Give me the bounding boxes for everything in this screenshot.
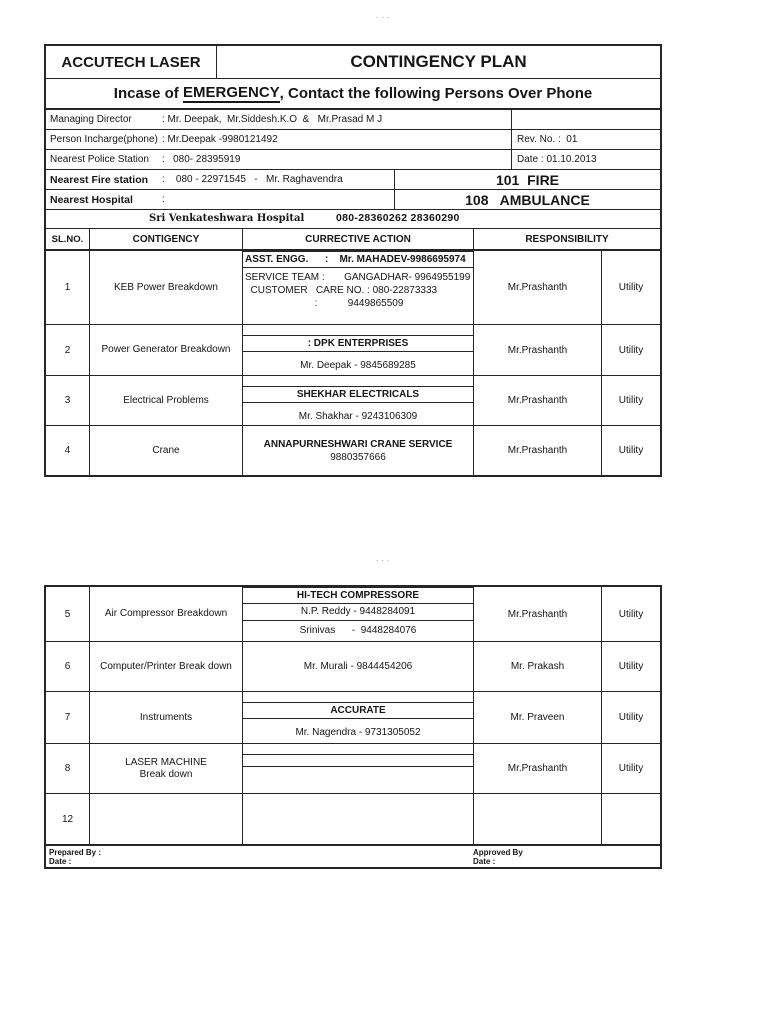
approved-by-label: Approved By <box>473 848 523 857</box>
header-slno: SL.NO. <box>46 229 90 249</box>
cell-person <box>474 794 602 844</box>
info-row-police-station <box>46 150 660 170</box>
cell-slno: 7 <box>46 692 90 743</box>
cell-person: Mr.Prashanth <box>474 744 602 793</box>
action-box: ASST. ENGG. : Mr. MAHADEV-9986695974 <box>243 251 473 268</box>
cell-corrective-action <box>243 426 474 475</box>
cell-person: Mr.Prashanth <box>474 376 602 425</box>
action-box: ACCURATE <box>243 702 473 719</box>
action-line: Mr. Nagendra - 9731305052 <box>295 727 421 738</box>
hospital-name: Sri Venkateshwara Hospital <box>149 213 305 224</box>
table-row <box>46 587 660 642</box>
cell-department: Utility <box>618 712 644 723</box>
cell-person: Mr. Praveen <box>474 692 602 743</box>
cell-slno: 4 <box>46 426 90 475</box>
header-responsibility: RESPONSIBILITY <box>525 233 609 245</box>
info-label: Person Incharge(phone) <box>50 134 158 145</box>
document-title: CONTINGENCY PLAN <box>350 52 527 71</box>
cell-slno: 8 <box>46 744 90 793</box>
company-name: ACCUTECH LASER <box>46 46 217 78</box>
action-line: : 9449865509 <box>245 298 404 309</box>
signoff-footer <box>46 844 660 867</box>
subtitle-suffix: , Contact the following Persons Over Phone <box>279 85 593 102</box>
contingency-line: Crane <box>152 444 180 456</box>
table-row <box>46 794 660 844</box>
cell-department: Utility <box>618 661 644 672</box>
info-label: Managing Director <box>50 114 132 125</box>
subtitle-prefix: Incase of <box>113 85 183 102</box>
header-contingency: CONTIGENCY <box>90 229 243 249</box>
table-row <box>46 642 660 692</box>
cell-slno: 12 <box>46 794 90 844</box>
action-spacer <box>243 325 473 335</box>
cell-corrective-action <box>243 794 474 844</box>
cell-slno: 1 <box>46 251 90 324</box>
cell-department: Utility <box>618 445 644 456</box>
emergency-subtitle <box>46 79 660 110</box>
cell-contingency <box>90 587 243 641</box>
info-row-hospital <box>46 190 660 210</box>
cell-department: Utility <box>618 763 644 774</box>
cell-person: Mr.Prashanth <box>474 251 602 324</box>
cell-corrective-action <box>243 744 474 793</box>
cell-contingency <box>90 376 243 425</box>
cell-corrective-action <box>243 376 474 425</box>
info-value: : <box>162 194 165 205</box>
contingency-line: LASER MACHINE <box>125 756 207 768</box>
table-row <box>46 325 660 376</box>
contingency-line: Computer/Printer Break down <box>100 660 232 672</box>
contingency-line: Air Compressor Breakdown <box>104 608 228 619</box>
cell-contingency <box>90 426 243 475</box>
subtitle-emphasis: EMERGENCY <box>182 84 280 101</box>
action-line: Mr. Deepak - 9845689285 <box>300 360 416 371</box>
page-separator-middle: ... <box>375 553 393 563</box>
cell-corrective-action <box>243 325 474 375</box>
action-line: N.P. Reddy - 9448284091 <box>243 604 473 621</box>
info-row-managing-director <box>46 110 660 130</box>
contingency-line: KEB Power Breakdown <box>114 281 218 293</box>
info-label: Nearest Police Station <box>50 154 149 165</box>
cell-slno: 2 <box>46 325 90 375</box>
table-row <box>46 376 660 426</box>
action-empty-box <box>243 754 473 767</box>
cell-department: Utility <box>618 282 644 293</box>
cell-contingency <box>90 642 243 691</box>
action-box: : DPK ENTERPRISES <box>243 335 473 352</box>
prepared-by-label: Prepared By : <box>49 848 102 857</box>
contingency-line: Instruments <box>139 711 193 723</box>
action-line: ANNAPURNESHWARI CRANE SERVICE <box>263 438 453 450</box>
contingency-plan-sheet-1 <box>44 44 662 477</box>
cell-person: Mr.Prashanth <box>474 325 602 375</box>
rev-no: Rev. No. : 01 <box>511 130 660 149</box>
cell-corrective-action <box>243 692 474 743</box>
table-row <box>46 744 660 794</box>
action-box: HI-TECH COMPRESSORE <box>243 587 473 604</box>
action-line: Srinivas - 9448284076 <box>299 625 417 636</box>
contingency-line: Power Generator Breakdown <box>101 344 231 355</box>
action-line: Mr. Murali - 9844454206 <box>303 661 413 672</box>
info-label: Nearest Fire station <box>50 173 149 186</box>
action-spacer <box>243 376 473 386</box>
action-line: 9880357666 <box>330 451 386 463</box>
header-corrective-action: CURRECTIVE ACTION <box>243 229 474 249</box>
table-row <box>46 426 660 475</box>
info-right-blank <box>511 110 660 129</box>
table-header-row <box>46 229 660 251</box>
contingency-plan-sheet-2 <box>44 585 662 869</box>
hospital-phone: 080-28360262 28360290 <box>336 212 460 224</box>
cell-contingency <box>90 794 243 844</box>
approved-date-label: Date : <box>473 857 496 866</box>
cell-department: Utility <box>618 395 644 406</box>
table-body-2 <box>46 587 660 844</box>
prepared-date-label: Date : <box>49 857 72 866</box>
fire-emergency-number: 101 FIRE <box>394 170 660 189</box>
page-separator-top: ... <box>375 10 393 20</box>
contingency-line: Electrical Problems <box>123 394 209 406</box>
cell-contingency <box>90 744 243 793</box>
info-value: : Mr. Deepak, Mr.Siddesh.K.O & Mr.Prasad M J <box>162 114 383 125</box>
action-line: Mr. Shakhar - 9243106309 <box>298 411 418 422</box>
info-label: Nearest Hospital <box>50 193 133 206</box>
cell-person: Mr.Prashanth <box>474 426 602 475</box>
action-spacer <box>243 692 473 702</box>
cell-department <box>602 794 660 844</box>
info-row-fire-station <box>46 170 660 190</box>
cell-slno: 5 <box>46 587 90 641</box>
table-row <box>46 251 660 325</box>
cell-person: Mr. Prakash <box>474 642 602 691</box>
table-row <box>46 692 660 744</box>
info-value: : 080 - 22971545 - Mr. Raghavendra <box>162 174 343 185</box>
ambulance-emergency-number: 108 AMBULANCE <box>394 190 660 209</box>
cell-corrective-action <box>243 251 474 324</box>
action-line: SERVICE TEAM : GANGADHAR- 9964955199 <box>245 272 471 283</box>
contingency-line: Break down <box>139 768 193 780</box>
cell-contingency <box>90 325 243 375</box>
info-value: : Mr.Deepak -9980121492 <box>162 134 278 145</box>
hospital-detail-row <box>46 210 660 229</box>
cell-slno: 3 <box>46 376 90 425</box>
cell-contingency <box>90 692 243 743</box>
cell-department: Utility <box>618 608 644 620</box>
cell-corrective-action <box>243 642 474 691</box>
info-row-person-incharge <box>46 130 660 150</box>
cell-contingency <box>90 251 243 324</box>
action-spacer <box>243 744 473 754</box>
action-line: CUSTOMER CARE NO. : 080-22873333 <box>245 285 438 296</box>
cell-corrective-action <box>243 587 474 641</box>
doc-date: Date : 01.10.2013 <box>511 150 660 169</box>
action-box: SHEKHAR ELECTRICALS <box>243 386 473 403</box>
cell-person: Mr.Prashanth <box>474 587 602 641</box>
info-value: : 080- 28395919 <box>162 154 241 165</box>
title-row <box>46 46 660 79</box>
cell-slno: 6 <box>46 642 90 691</box>
table-body-1 <box>46 251 660 475</box>
cell-department: Utility <box>618 344 644 356</box>
